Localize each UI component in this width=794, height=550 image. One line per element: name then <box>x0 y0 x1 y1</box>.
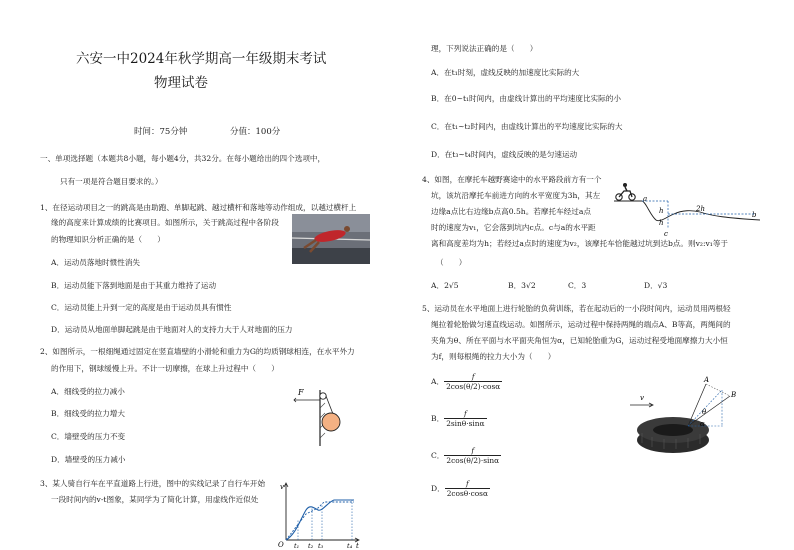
high-jump-photo <box>292 214 370 264</box>
pulley-wall-figure <box>290 378 360 446</box>
q4-line: 离和高度差均为h；若经过a点时的速度为v₂，该摩托车恰能越过坑到达b点。则v₂:v₁等于 <box>431 239 729 248</box>
q5-line: 夹角为θ、所在平面与水平面夹角恒为α，已知轮胎重为G，运动过程受地面摩擦力大小恒 <box>431 336 728 345</box>
velocity-label: v <box>640 394 644 402</box>
q4-option-b[interactable]: B．3√2 <box>508 281 536 290</box>
q5-line: 绳拉着轮胎做匀速直线运动。如图所示，运动过程中保持两绳的端点A、B等高，两绳间的 <box>431 320 731 329</box>
q5-line: 5、运动员在水平地面上进行轮胎的负荷训练，若在起动后的一小段时间内，运动员用两根轻 <box>422 304 731 313</box>
q1-option-c[interactable]: C．运动员能上升到一定的高度是由于运动员具有惯性 <box>51 303 232 312</box>
tick-t2: t₂ <box>308 542 314 550</box>
q1-option-d[interactable]: D．运动员从地面单脚起跳是由于地面对人的支持力大于人对地面的压力 <box>51 325 293 334</box>
q5-option-c[interactable]: C． $\frac{f}{2\cos(\theta/2)\cdot\sin\alpha}$ <box>431 446 500 465</box>
exam-time: 时间：75分钟 <box>134 127 188 137</box>
q3-option-c[interactable]: C．在t₁~t₂时间内，由虚线计算出的平均速度比实际的大 <box>431 122 623 131</box>
q5-option-a[interactable]: A． $\frac{f}{2\cos(\theta/2)\cdot\cos\alpha}$ <box>431 372 501 391</box>
axis-label-v: v <box>280 483 284 491</box>
point-a: a <box>643 195 648 203</box>
q1-line: 缘的高度来计算成绩的比赛项目。如图所示，关于跳高过程中各阶段 <box>51 218 279 227</box>
q4-line: 边缘a点比右边缘b点高0.5h。若摩托车经过a点 <box>431 207 591 216</box>
q3-cont-line: 理，下列说法正确的是（ ） <box>431 44 538 53</box>
q3-option-a[interactable]: A．在t₁时刻，虚线反映的加速度比实际的大 <box>431 68 580 77</box>
section-heading: 一、单项选择题（本题共8小题，每小题4分，共32分。在每小题给出的四个选项中， <box>40 154 326 163</box>
width-label: 2h <box>696 205 705 213</box>
q3-option-d[interactable]: D．在t₃~t₄时间内，虚线反映的是匀速运动 <box>431 150 578 159</box>
q3-option-b[interactable]: B．在0~t₁时间内，由虚线计算出的平均速度比实际的小 <box>431 94 621 103</box>
axis-label-t: t <box>356 542 359 550</box>
q2-option-d[interactable]: D．墙壁受的压力减小 <box>51 455 126 464</box>
q4-line: 4、如图，在摩托车越野赛途中的水平路段前方有一个 <box>422 175 602 184</box>
angle-theta: θ <box>702 408 707 416</box>
vt-graph <box>276 480 361 550</box>
approx-dashed-line <box>286 502 354 540</box>
tick-t1: t₁ <box>294 542 300 550</box>
q4-line: 时的速度为v₁，它会落到坑内c点。c与a的水平距 <box>431 223 596 232</box>
origin-label: O <box>278 541 284 549</box>
point-b: b <box>752 211 757 219</box>
q2-line: 的作用下，钢球缓慢上升。不计一切摩擦，在球上升过程中（ ） <box>51 364 279 373</box>
q5-option-d[interactable]: D． $\frac{f}{2\cos\theta\cdot\cos\alpha}$ <box>431 479 488 498</box>
motorcycle-pit-figure <box>612 180 762 238</box>
point-c: c <box>664 230 668 238</box>
q2-option-b[interactable]: B．细线受的拉力增大 <box>51 409 125 418</box>
subject-title: 物理试卷 <box>154 75 208 91</box>
q1-line: 的物理知识分析正确的是（ ） <box>51 235 165 244</box>
q4-option-a[interactable]: A．2√5 <box>431 281 459 290</box>
rope-end-a: A <box>704 376 710 384</box>
q3-line: 3、某人骑自行车在平直道路上行进，图中的实线记录了自行车开始 <box>40 479 266 488</box>
rope-end-b: B <box>731 391 737 399</box>
tire-icon <box>637 417 709 453</box>
section-heading-cont: 只有一项是符合题目要求的。） <box>60 177 163 186</box>
motorcycle-icon <box>616 183 635 200</box>
height-label-2: h <box>659 219 664 227</box>
q4-option-c[interactable]: C．3 <box>568 281 587 290</box>
angle-alpha: α <box>700 420 705 428</box>
q4-option-d[interactable]: D．√3 <box>644 281 668 290</box>
q5-line: 为f，则每根绳的拉力大小为（ ） <box>431 352 556 361</box>
q1-option-b[interactable]: B．运动员能下落到地面是由于其重力维持了运动 <box>51 281 217 290</box>
exam-score: 分值：100分 <box>230 127 281 137</box>
q4-line: 坑，该坑沿摩托车前进方向的水平宽度为3h，其左 <box>431 191 601 200</box>
force-label-f: F <box>298 388 304 397</box>
q1-option-a[interactable]: A．运动员落地时惯性消失 <box>51 258 141 267</box>
q1-line: 1、在径运动项目之一的跳高是由助跑、单脚起跳、越过横杆和落地等动作组成，以越过横杆上 <box>40 203 357 212</box>
q4-line: （ ） <box>436 258 467 267</box>
q5-option-b[interactable]: B． $\frac{f}{2\sin\theta\cdot\sin\alpha}$ <box>431 409 485 428</box>
q2-option-a[interactable]: A．细线受的拉力减小 <box>51 387 125 396</box>
q2-option-c[interactable]: C．墙壁受的压力不变 <box>51 432 126 441</box>
tire-ropes-figure <box>618 376 768 466</box>
q2-line: 2、如图所示，一根细绳通过固定在竖直墙壁的小滑轮和重力为G的均质钢球相连，在水平外力 <box>40 347 355 356</box>
tick-t3: t₃ <box>318 542 324 550</box>
tick-t4: t₄ <box>347 542 353 550</box>
q3-line: 一段时间内的v-t图象，某同学为了简化计算，用虚线作近似处 <box>51 495 259 504</box>
exam-title: 六安一中2024年秋学期高一年级期末考试 <box>76 51 327 67</box>
height-label-1: h <box>659 207 664 215</box>
